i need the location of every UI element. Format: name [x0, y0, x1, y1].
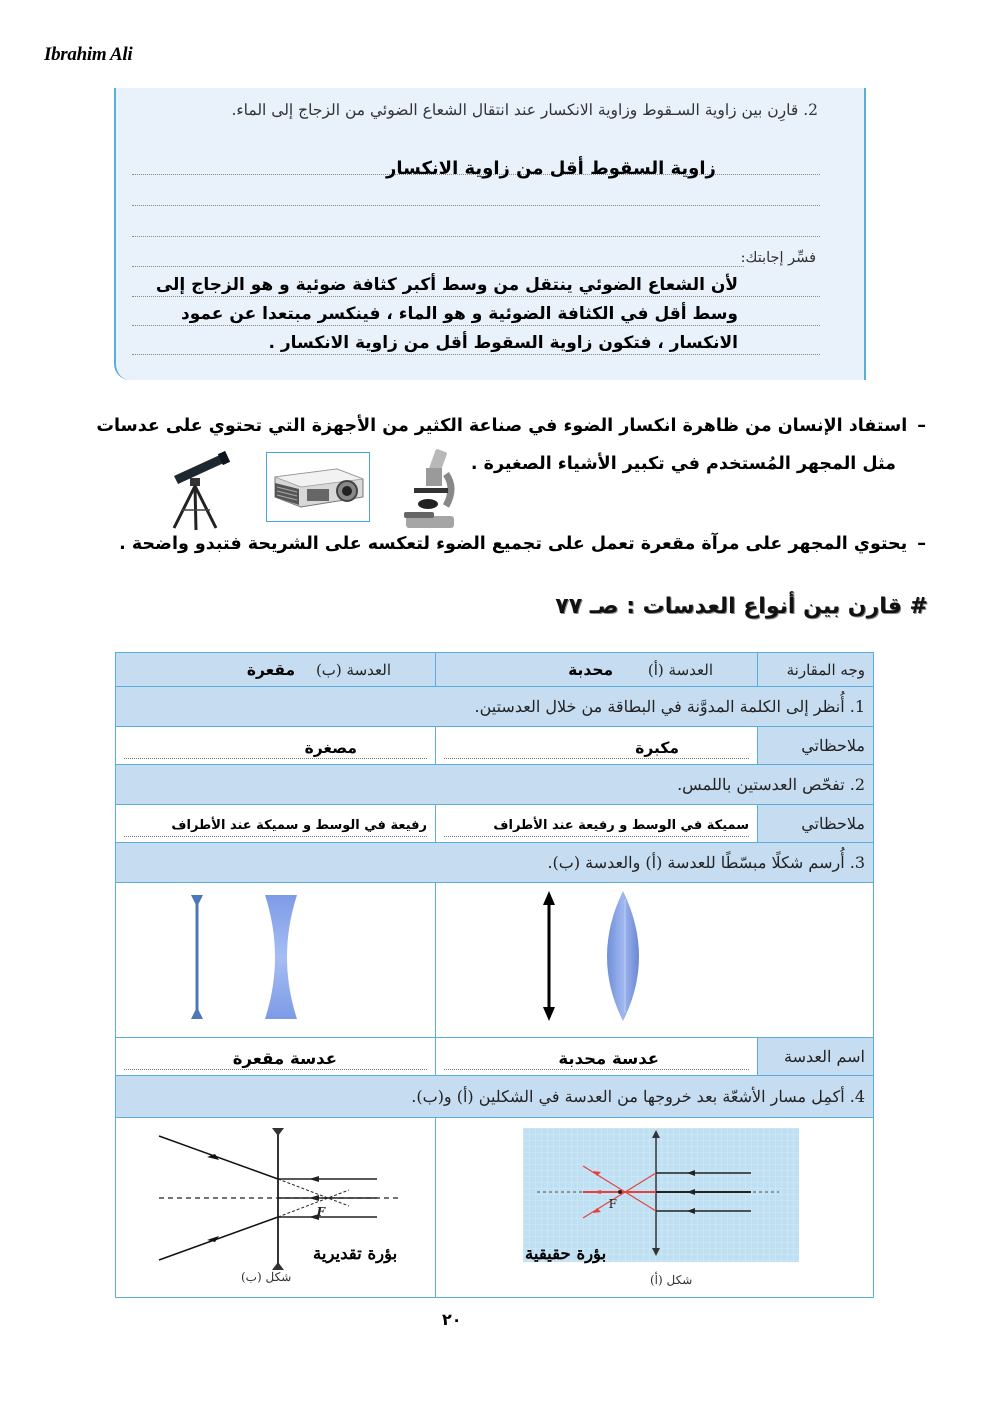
- lens-name-a: عدسة محدبة: [436, 1038, 758, 1076]
- answer-line: [132, 266, 744, 267]
- concave-lens-drawing: [123, 885, 427, 1035]
- lens-drawings-row: [116, 883, 874, 1038]
- observation-row: [116, 727, 874, 765]
- lens-comparison-table: [115, 652, 874, 1298]
- table-header-row: [116, 653, 874, 687]
- ray-diagrams-row: [116, 1118, 874, 1298]
- telescope-icon: [160, 448, 250, 532]
- focus-point-label: F: [608, 1196, 617, 1211]
- observation-label: ملاحظاتي: [758, 805, 874, 843]
- step-row: [116, 843, 874, 883]
- step-2-text: 2. تفحّص العدستين باللمس.: [116, 765, 874, 805]
- convex-lens-drawings: [436, 883, 874, 1038]
- step-row: [116, 1076, 874, 1118]
- concave-lens-drawings: [116, 883, 436, 1038]
- figure-b-caption: شكل (ب): [241, 1269, 292, 1284]
- aspect-header: وجه المقارنة: [758, 653, 874, 687]
- figure-b-cell: [116, 1118, 436, 1298]
- projector-icon: [267, 453, 368, 520]
- lens-name-row: [116, 1038, 874, 1076]
- step-1-text: 1. أُنظر إلى الكلمة المدوَّنة في البطاقة من خلال العدستين.: [116, 687, 874, 727]
- obs2-lens-a: سميكة في الوسط و رفيعة عند الأطراف: [436, 805, 758, 843]
- explain-label: فسِّر إجابتك:: [740, 250, 816, 266]
- real-focus-label: بؤرة حقيقية: [525, 1243, 607, 1263]
- section-title: # قارن بين أنواع العدسات : صـ ٧٧: [555, 594, 928, 619]
- step-row: [116, 765, 874, 805]
- focus-point-label: F: [316, 1204, 325, 1219]
- obs1-lens-b: مصغرة: [116, 727, 436, 765]
- figure-a-diagram: [523, 1128, 799, 1262]
- question-box: [114, 88, 866, 380]
- observation-label: ملاحظاتي: [758, 727, 874, 765]
- obs2-lens-b: رفيعة في الوسط و سميكة عند الأطراف: [116, 805, 436, 843]
- figure-a-caption: شكل (أ): [650, 1272, 693, 1287]
- lens-a-header: العدسة (أ) محدبة: [436, 653, 758, 687]
- observation-row: [116, 805, 874, 843]
- explanation-text: لأن الشعاع الضوئي ينتقل من وسط أكبر كثافة ضوئية و هو الزجاج إلى وسط أقل في الكثافة الضوئية و هو الماء ، فينكسر مبتعدا عن عمود الانكسار ، فتكون زاوية السقوط أقل من زاوية الانكسار .: [155, 275, 738, 353]
- projector-image: [266, 452, 370, 522]
- device-images: [160, 448, 460, 532]
- step-row: [116, 687, 874, 727]
- lens-name-label: اسم العدسة: [758, 1038, 874, 1076]
- page-number: ٢٠: [442, 1310, 462, 1329]
- concave-lens-shape: [265, 895, 297, 1019]
- convex-lens-shape: [607, 891, 639, 1021]
- figure-a-cell: [436, 1118, 874, 1298]
- virtual-focus-label: بؤرة تقديرية: [313, 1243, 398, 1263]
- bullet-lenses-devices: –استفاد الإنسان من ظاهرة انكسار الضوء في صناعة الكثير من الأجهزة التي تحتوي على عدسات مثل المجهر المُستخدم في تكبير الأشياء الصغيرة .: [96, 416, 926, 474]
- lens-name-b: عدسة مقعرة: [116, 1038, 436, 1076]
- convex-lens-drawing: [435, 885, 865, 1035]
- author-name: Ibrahim Ali: [44, 44, 133, 65]
- bullet-microscope-mirror: –يحتوي المجهر على مرآة مقعرة تعمل على تجميع الضوء لتعكسه على الشريحة فتبدو واضحة .: [119, 534, 926, 554]
- concave-lens-symbol: [191, 895, 203, 1019]
- microscope-icon: [396, 448, 460, 532]
- step-4-text: 4. أكمِل مسار الأشعّة بعد خروجها من العدسة في الشكلين (أ) و(ب).: [116, 1076, 874, 1118]
- obs1-lens-a: مكبرة: [436, 727, 758, 765]
- step-3-text: 3. أُرسم شكلًا مبسّطًا للعدسة (أ) والعدسة (ب).: [116, 843, 874, 883]
- answer-line: [132, 205, 820, 206]
- answer-line: [132, 236, 820, 237]
- lens-b-header: العدسة (ب) مقعرة: [116, 653, 436, 687]
- answer-text: زاوية السقوط أقل من زاوية الانكسار: [386, 158, 716, 179]
- convex-lens-symbol: [543, 891, 555, 1021]
- question-text: 2. قارِن بين زاوية السـقوط وزاوية الانكسار عند انتقال الشعاع الضوئي من الزجاج إلى الماء.: [231, 101, 818, 119]
